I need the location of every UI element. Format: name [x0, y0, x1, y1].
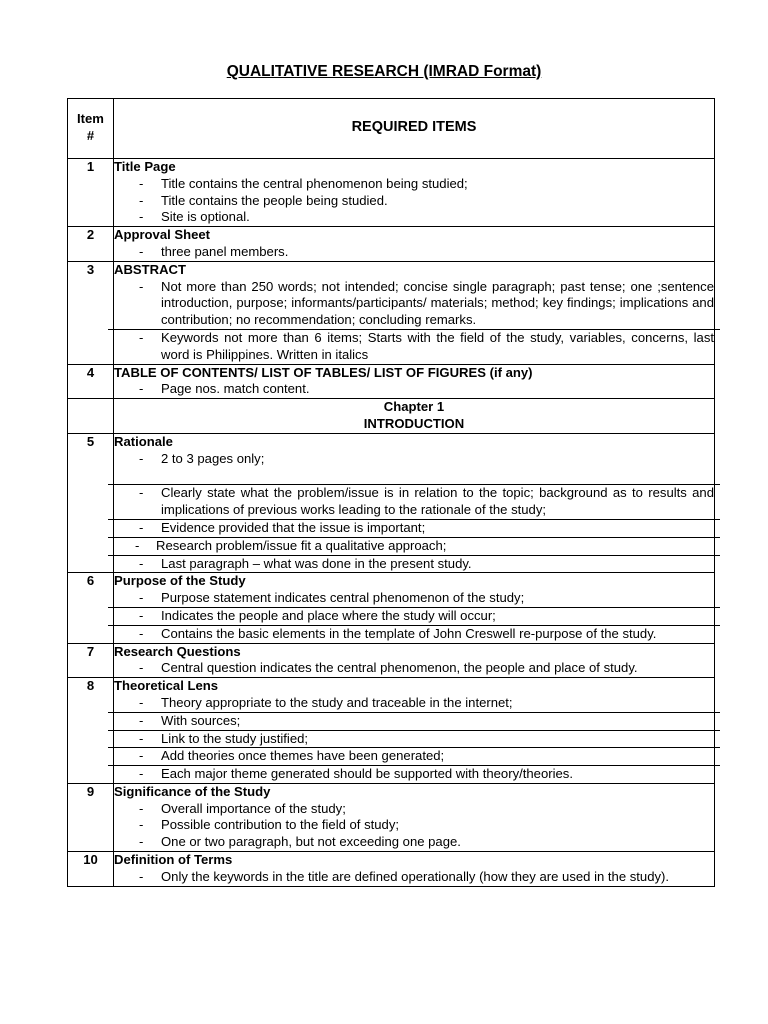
list-item: - Site is optional.: [139, 209, 250, 225]
list-item: - Evidence provided that the issue is important;: [108, 519, 720, 537]
section-title: Research Questions: [114, 643, 241, 659]
section-title: Approval Sheet: [114, 227, 211, 243]
item-content: [114, 159, 715, 227]
section-title: Title Page: [114, 159, 176, 174]
item-content: [114, 227, 715, 262]
item-content: [114, 643, 715, 678]
list-item: - Title contains the central phenomenon being studied;: [139, 175, 468, 191]
item-number-empty: [68, 399, 114, 434]
section-title: Rationale: [114, 433, 173, 449]
chapter-number: Chapter 1: [383, 399, 445, 415]
chapter-heading: [114, 399, 715, 434]
list-item: - Research problem/issue fit a qualitative approach;: [108, 537, 720, 555]
item-content: [114, 678, 715, 784]
table-header-row: [68, 99, 715, 159]
list-item: - Possible contribution to the field of study;: [139, 817, 400, 833]
list-item: - Purpose statement indicates central phenomenon of the study;: [139, 590, 525, 606]
table-row: [68, 783, 715, 851]
list-item: - Overall importance of the study;: [139, 800, 346, 816]
list-item: - Theory appropriate to the study and traceable in the internet;: [139, 694, 513, 710]
section-title: ABSTRACT: [114, 261, 187, 277]
item-number: 8: [68, 678, 114, 784]
item-content: [114, 433, 715, 573]
table-row: [68, 433, 715, 573]
list-item: - One or two paragraph, but not exceeding one page.: [139, 834, 461, 850]
list-item: - Clearly state what the problem/issue is in relation to the topic; background as to results and implications of previous works leading to the rationale of the study;: [108, 484, 720, 519]
table-row: [68, 227, 715, 262]
table-row: [68, 364, 715, 399]
requirements-table: [67, 98, 715, 887]
list-item: - Page nos. match content.: [139, 381, 310, 397]
item-number: 9: [68, 783, 114, 851]
list-item: - 2 to 3 pages only;: [139, 450, 265, 466]
list-item: - Title contains the people being studied.: [139, 192, 388, 208]
list-item: - Central question indicates the central phenomenon, the people and place of study.: [139, 660, 638, 676]
list-item: - With sources;: [108, 712, 720, 730]
table-row: [68, 852, 715, 887]
item-content: [114, 852, 715, 887]
table-row: [68, 261, 715, 364]
section-title: Significance of the Study: [114, 783, 271, 799]
document-title: QUALITATIVE RESEARCH (IMRAD Format): [226, 63, 542, 80]
table-row: [68, 643, 715, 678]
item-number: 10: [68, 852, 114, 887]
section-title: Definition of Terms: [114, 852, 233, 868]
chapter-title: INTRODUCTION: [363, 415, 465, 431]
table-row: [68, 573, 715, 643]
item-number: 3: [68, 261, 114, 364]
list-item: - Add theories once themes have been generated;: [108, 747, 720, 765]
item-content: [114, 261, 715, 364]
list-item: - Each major theme generated should be supported with theory/theories.: [108, 765, 720, 783]
item-content: [114, 364, 715, 399]
list-item: - Indicates the people and place where the study will occur;: [108, 607, 720, 625]
chapter-row: [68, 399, 715, 434]
required-items-header: REQUIRED ITEMS: [114, 99, 715, 159]
list-item: - Contains the basic elements in the template of John Creswell re-purpose of the study.: [108, 625, 720, 643]
table-row: [68, 159, 715, 227]
item-number: 2: [68, 227, 114, 262]
item-number: 6: [68, 573, 114, 643]
item-content: [114, 783, 715, 851]
item-number: 7: [68, 643, 114, 678]
list-item: - Last paragraph – what was done in the present study.: [108, 555, 720, 573]
item-number: 4: [68, 364, 114, 399]
list-item: - three panel members.: [139, 243, 289, 259]
item-number: 5: [68, 433, 114, 573]
table-row: [68, 678, 715, 784]
item-number-header: Item #: [68, 99, 114, 159]
section-title: TABLE OF CONTENTS/ LIST OF TABLES/ LIST OF FIGURES (if any): [114, 364, 533, 380]
list-item: - Only the keywords in the title are defined operationally (how they are used in the study).: [139, 868, 670, 884]
item-content: [114, 573, 715, 643]
section-title: Theoretical Lens: [114, 678, 219, 694]
list-item: - Link to the study justified;: [108, 730, 720, 748]
item-number: 1: [68, 159, 114, 227]
section-title: Purpose of the Study: [114, 573, 246, 589]
list-item: - Keywords not more than 6 items; Starts with the field of the study, variables, concerns, last word is Philippines. Written in italics: [108, 329, 720, 364]
list-item: - Not more than 250 words; not intended; concise single paragraph; past tense; one ;sentence introduction, purpose; informants/participants/ materials; method; key findings; implications and contribution; no recommendation; concluding remarks.: [139, 278, 714, 328]
